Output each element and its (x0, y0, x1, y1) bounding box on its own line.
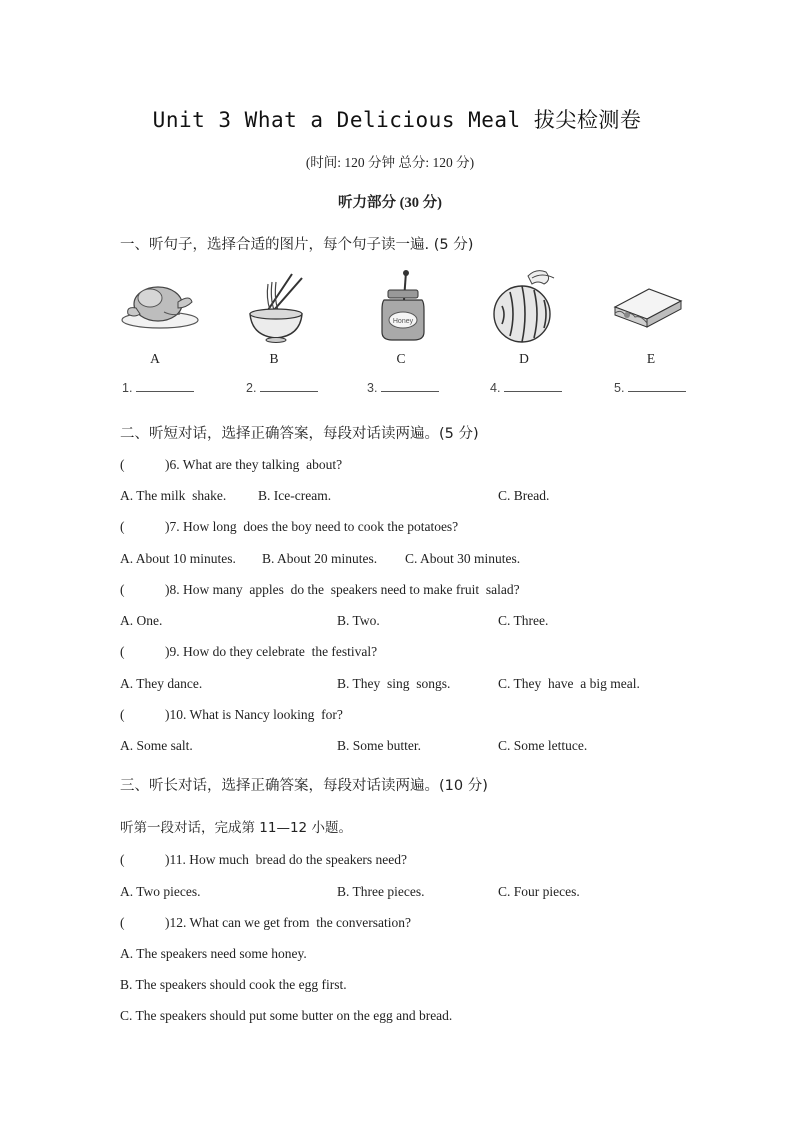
q12-option-b: B. The speakers should cook the egg first. (120, 977, 347, 992)
honey-label: Honey (392, 318, 414, 325)
roast-chicken-icon (120, 272, 200, 332)
answer-number: 1. (122, 381, 133, 395)
question-10: ( )10. What is Nancy looking for? (120, 707, 343, 722)
question-12: ( )12. What can we get from the conversation? (120, 915, 412, 930)
answer-blank-4[interactable] (490, 380, 562, 395)
picture-letter-e: E (646, 351, 656, 366)
q11-option-a: A. Two pieces. (120, 884, 201, 899)
section1-heading: 一、听句子，选择合适的图片，每个句子读一遍. (5 分) (120, 237, 474, 253)
q11-option-c: C. Four pieces. (498, 884, 580, 899)
answer-blank-1[interactable] (122, 380, 194, 395)
answer-blank-3[interactable] (367, 380, 439, 395)
answer-blank-2[interactable] (246, 380, 318, 395)
q10-option-a: A. Some salt. (120, 738, 193, 753)
question-11: ( )11. How much bread do the speakers need? (120, 852, 408, 867)
q9-option-c: C. They have a big meal. (498, 676, 640, 691)
q6-option-a: A. The milk shake. (120, 488, 227, 503)
noodles-bowl-icon (246, 270, 306, 344)
q7-option-a: A. About 10 minutes. (120, 551, 236, 566)
picture-letter-a: A (150, 351, 160, 366)
exam-info: (时间: 120 分钟 总分: 120 分) (305, 155, 475, 170)
section3-heading: 三、听长对话，选择正确答案，每段对话读两遍。(10 分) (120, 778, 488, 794)
watermelon-icon (492, 268, 560, 344)
q7-option-b: B. About 20 minutes. (262, 551, 378, 566)
q10-option-b: B. Some butter. (337, 738, 421, 753)
question-7: ( )7. How long does the boy need to cook the potatoes? (120, 519, 459, 534)
part-heading: 听力部分 (30 分) (338, 195, 442, 211)
q8-option-a: A. One. (120, 613, 163, 628)
q8-option-b: B. Two. (337, 613, 380, 628)
answer-number: 2. (246, 381, 257, 395)
picture-letter-d: D (519, 351, 529, 366)
q10-option-c: C. Some lettuce. (498, 738, 588, 753)
section2-heading: 二、听短对话，选择正确答案，每段对话读两遍。(5 分) (120, 426, 479, 442)
question-9: ( )9. How do they celebrate the festival? (120, 644, 378, 659)
section3-subheading: 听第一段对话，完成第 11—12 小题。 (120, 820, 352, 836)
q12-option-a: A. The speakers need some honey. (120, 946, 307, 961)
q9-option-b: B. They sing songs. (337, 676, 451, 691)
q11-option-b: B. Three pieces. (337, 884, 425, 899)
picture-letter-c: C (396, 351, 406, 366)
sandwich-icon (613, 285, 683, 333)
answer-number: 4. (490, 381, 501, 395)
q6-option-c: C. Bread. (498, 488, 550, 503)
q6-option-b: B. Ice-cream. (258, 488, 332, 503)
question-8: ( )8. How many apples do the speakers need to make fruit salad? (120, 582, 520, 597)
q9-option-a: A. They dance. (120, 676, 203, 691)
q8-option-c: C. Three. (498, 613, 549, 628)
q12-option-c: C. The speakers should put some butter on the egg and bread. (120, 1008, 453, 1023)
answer-blank-5[interactable] (614, 380, 686, 395)
honey-jar-icon (378, 270, 428, 344)
page-title: Unit 3 What a Delicious Meal 拔尖检测卷 (152, 108, 642, 132)
question-6: ( )6. What are they talking about? (120, 457, 343, 472)
answer-number: 3. (367, 381, 378, 395)
picture-letter-b: B (269, 351, 279, 366)
answer-number: 5. (614, 381, 625, 395)
q7-option-c: C. About 30 minutes. (405, 551, 521, 566)
